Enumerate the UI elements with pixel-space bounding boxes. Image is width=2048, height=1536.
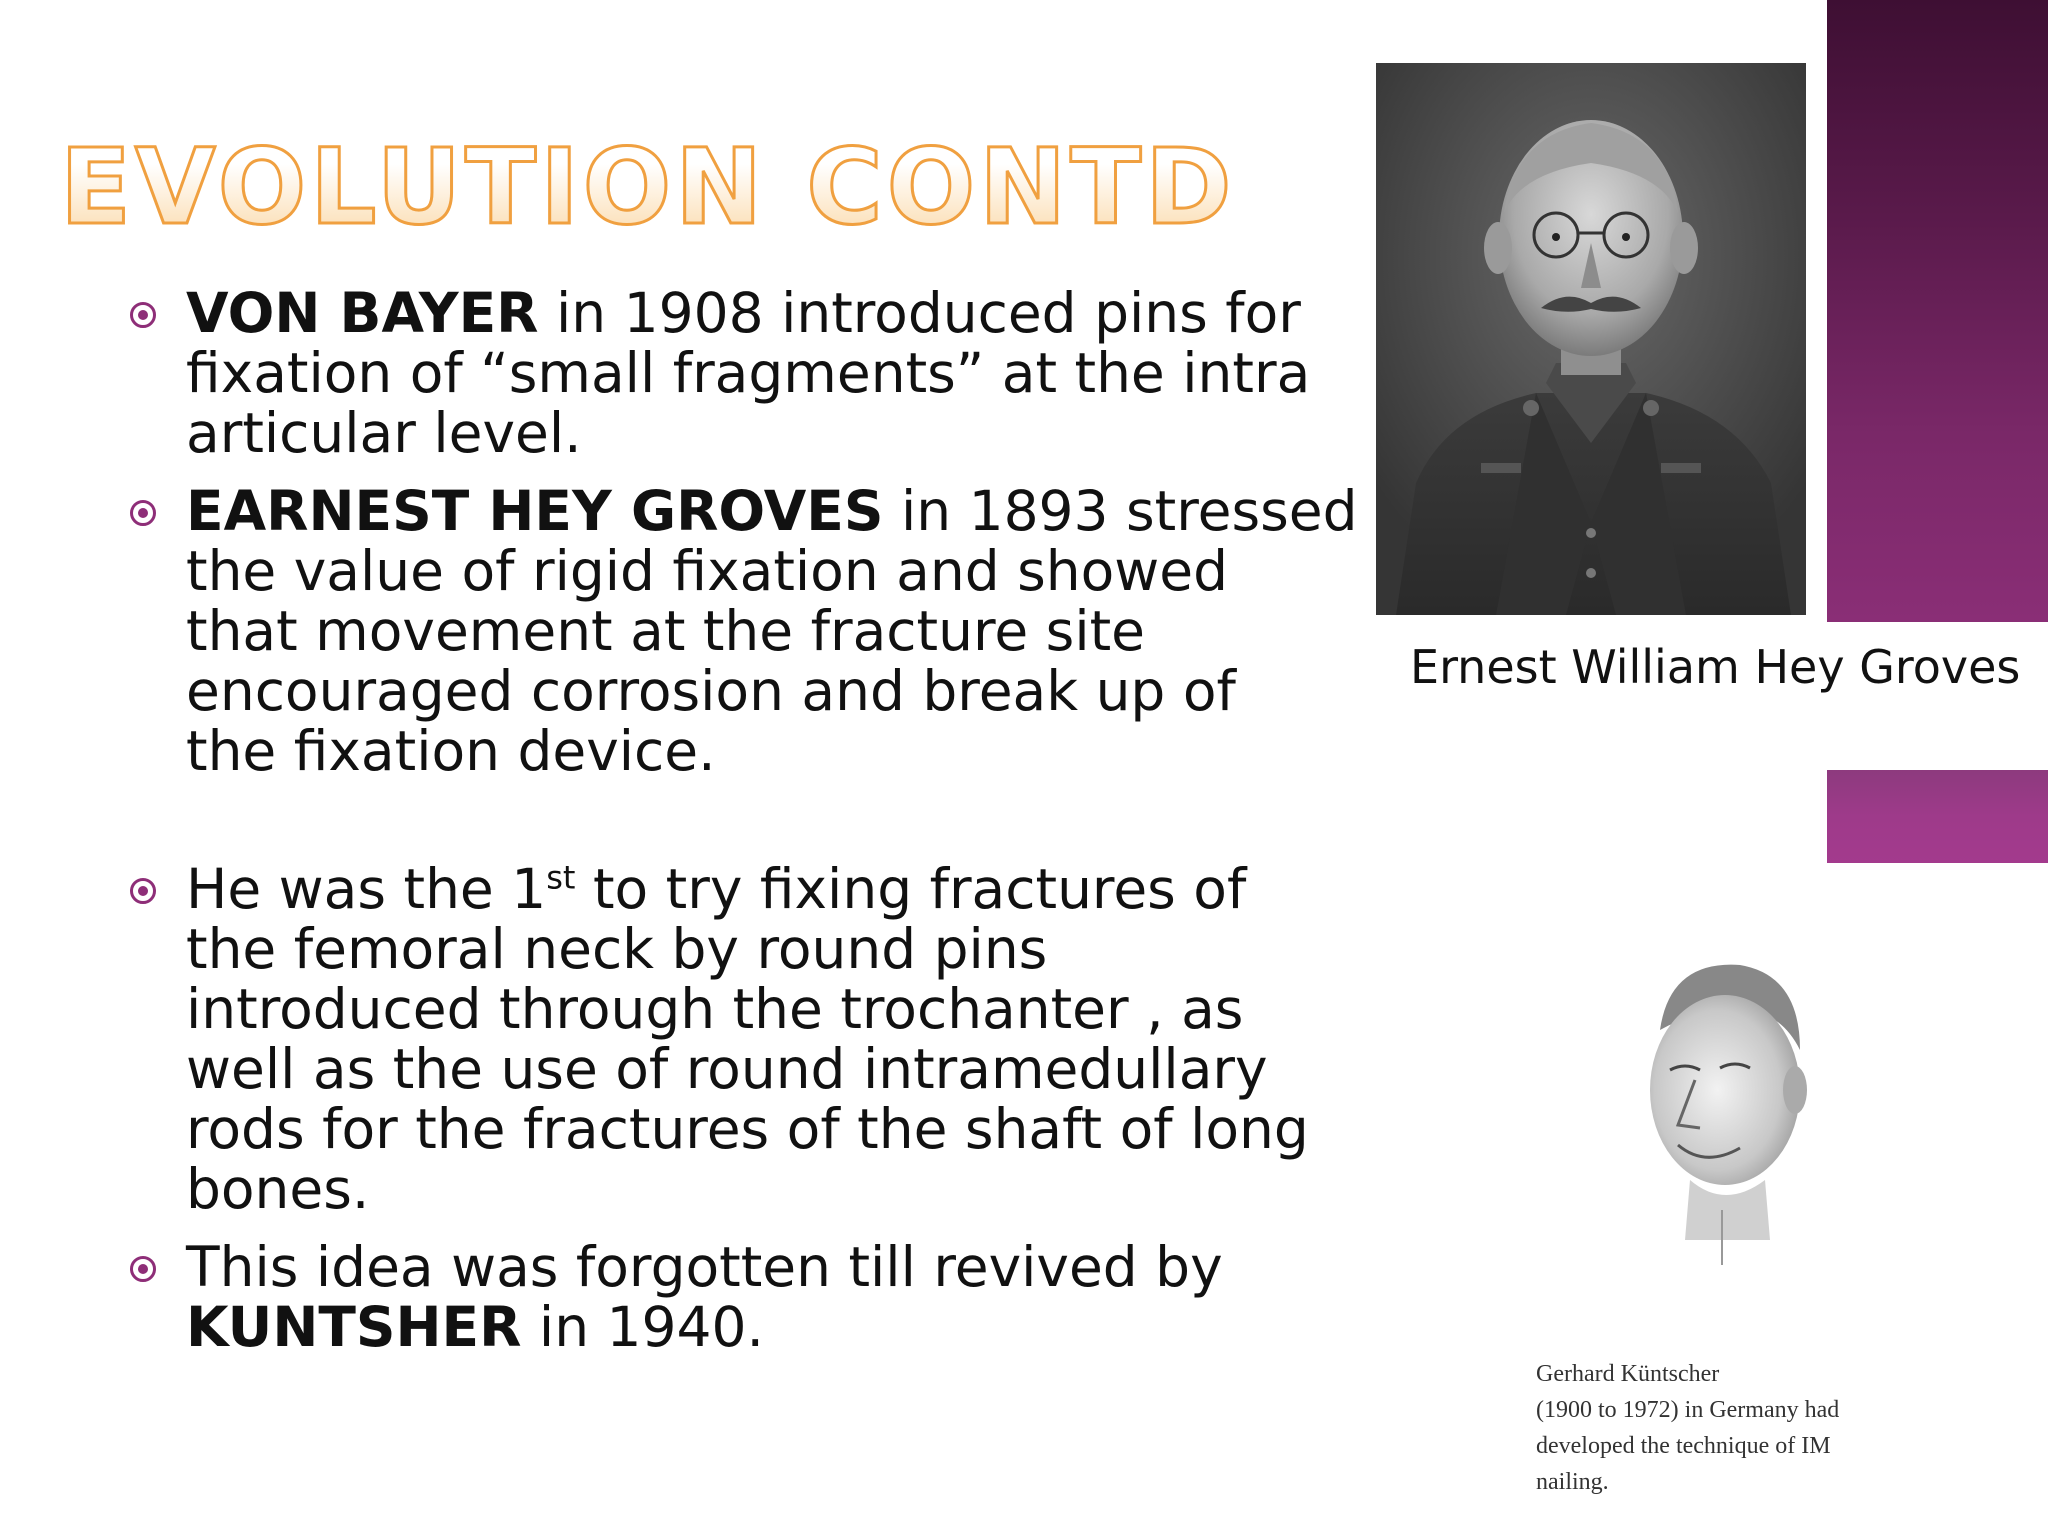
bullet-icon (130, 1256, 156, 1282)
portrait-photo-icon (1600, 940, 1820, 1270)
superscript: st (546, 858, 576, 897)
line: the value of rigid fixation and showed (186, 539, 1229, 603)
bold-term: EARNEST HEY GROVES (186, 479, 884, 543)
line-text: in 1940. (521, 1295, 764, 1359)
line: fixation of “small fragments” at the intra (186, 341, 1311, 405)
portrait-caption: Ernest William Hey Groves (1410, 640, 2021, 694)
line: encouraged corrosion and break up of (186, 659, 1236, 723)
line (186, 283, 1365, 343)
line-text: in 1893 stressed (883, 479, 1358, 543)
bullet-item-kuntsher (130, 1237, 1365, 1357)
bold-term: KUNTSHER (186, 1295, 522, 1359)
accent-bar-bottom (1827, 770, 2048, 863)
line: This idea was forgotten till revived by (186, 1235, 1223, 1299)
slide-title: EVOLUTION CONTD (60, 126, 1236, 248)
line-text: in 1908 introduced pins for (538, 281, 1301, 345)
bullet-icon (130, 302, 156, 328)
line: the femoral neck by round pins (186, 917, 1048, 981)
line: that movement at the fracture site (186, 599, 1146, 663)
line-text: He was the 1 (186, 857, 547, 921)
caption-line: nailing. (1536, 1469, 1609, 1495)
portrait-caption (1536, 1356, 1856, 1500)
bullet-list (130, 283, 1365, 1357)
bullet-item-hey-groves (130, 481, 1365, 781)
caption-line: developed the technique of IM (1536, 1433, 1831, 1459)
line: introduced through the trochanter , as (186, 977, 1244, 1041)
line: rods for the fractures of the shaft of long (186, 1097, 1309, 1161)
bullet-icon (130, 878, 156, 904)
caption-line: (1900 to 1972) in Germany had (1536, 1397, 1840, 1423)
bullet-item-von-bayer (130, 283, 1365, 463)
line: well as the use of round intramedullary (186, 1037, 1268, 1101)
line (186, 859, 1365, 919)
line: bones. (186, 1157, 370, 1221)
line-text: to try fixing fractures of (575, 857, 1247, 921)
line (186, 1297, 1365, 1357)
line: the fixation device. (186, 719, 716, 783)
line (186, 481, 1365, 541)
line: articular level. (186, 401, 582, 465)
bullet-item-first-to-try (130, 859, 1365, 1219)
caption-line: Gerhard Küntscher (1536, 1361, 1720, 1387)
bold-term: VON BAYER (186, 281, 539, 345)
accent-bar-top (1827, 0, 2048, 622)
bullet-icon (130, 500, 156, 526)
portrait-photo-icon (1376, 63, 1806, 615)
